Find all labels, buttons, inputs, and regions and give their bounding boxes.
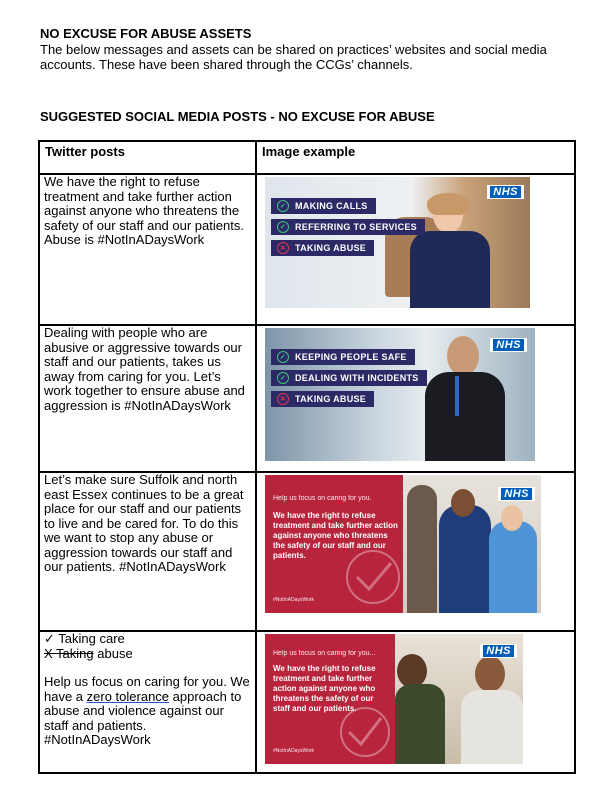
tag-keeping-safe: ✓ KEEPING PEOPLE SAFE [271, 349, 415, 365]
message-box [265, 475, 403, 613]
nhs-logo: NHS [487, 185, 524, 199]
nhs-logo: NHS [490, 338, 527, 352]
post-text-cell [39, 631, 256, 773]
post-text: Dealing with people who are abusive or aggressive towards our staff and our patients, takes us away from caring for you. Let’s work together to ensure abuse and aggression is #NotInADaysWork [44, 325, 245, 413]
tag-taking-abuse: ✕ TAKING ABUSE [271, 240, 374, 256]
message-text: We have the right to refuse treatment and take further action against anyone who threatens the safety of our staff and our patients. [273, 664, 376, 713]
section-heading: SUGGESTED SOCIAL MEDIA POSTS - NO EXCUSE FOR ABUSE [40, 109, 435, 124]
image-cell [256, 174, 575, 325]
post-text-cell [39, 472, 256, 631]
cross-icon: ✕ [277, 393, 289, 405]
tag-taking-abuse: ✕ TAKING ABUSE [271, 391, 374, 407]
post-text-cell [39, 174, 256, 325]
image-example-3 [265, 475, 541, 613]
image-example-1 [265, 177, 530, 308]
check-icon: ✓ [277, 200, 289, 212]
check-icon: ✓ [277, 221, 289, 233]
cross-icon: ✕ [277, 242, 289, 254]
table-row [39, 174, 575, 325]
image-example-2 [265, 328, 535, 461]
image-cell [256, 472, 575, 631]
focus-caption: Help us focus on caring for you. [273, 495, 372, 502]
check-icon: ✓ [277, 351, 289, 363]
tag-referring: ✓ REFERRING TO SERVICES [271, 219, 425, 235]
post-text-cell [39, 325, 256, 472]
image-cell [256, 325, 575, 472]
hashtag-caption: #NotInADaysWork [273, 597, 315, 603]
table-row [39, 472, 575, 631]
zero-tolerance-link: zero tolerance [86, 688, 170, 704]
nhs-logo: NHS [498, 487, 535, 501]
table-header-row [39, 141, 575, 174]
post-text: Let’s make sure Suffolk and north east Essex continues to be a great place for our staff and our patients to live and be cared for. To do this we want to stop any abuse or aggression towards our staff and our patients. #NotInADaysWork [44, 472, 244, 574]
image-cell [256, 631, 575, 773]
struck-text: X Taking [44, 645, 94, 661]
check-mark-icon [337, 704, 393, 760]
security-figure [425, 336, 505, 461]
table-row [39, 631, 575, 773]
document-title: NO EXCUSE FOR ABUSE ASSETS [40, 26, 252, 41]
intro-paragraph: The below messages and assets can be shared on practices’ websites and social media accounts. These have been shared through the CCGs’ channels. [40, 42, 547, 72]
tag-making-calls: ✓ MAKING CALLS [271, 198, 376, 214]
header-image-example: Image example [256, 141, 575, 174]
image-example-4 [265, 634, 523, 764]
check-mark-icon [343, 547, 403, 607]
line-taking-care: ✓ Taking care [44, 631, 125, 646]
post-text: We have the right to refuse treatment and take further action against anyone who threatens the safety of our staff and our patients. Abuse is #NotInADaysWork [44, 174, 244, 247]
message-text: We have the right to refuse treatment and take further action against anyone who threatens the safety of our staff and our patients. [273, 511, 398, 560]
header-twitter-posts: Twitter posts [39, 141, 256, 174]
posts-table [38, 140, 576, 774]
check-icon: ✓ [277, 372, 289, 384]
focus-caption: Help us focus on caring for you... [273, 650, 376, 657]
hashtag-caption: #NotInADaysWork [273, 748, 315, 754]
zero-tolerance-paragraph: Help us focus on caring for you. We have a zero tolerance approach to abuse and violence against our staff and patients. #NotInADaysWork [44, 674, 250, 747]
tag-dealing-incidents: ✓ DEALING WITH INCIDENTS [271, 370, 427, 386]
nurse-figure [405, 197, 495, 308]
message-box [265, 634, 395, 764]
line-taking-abuse: X Taking abuse [44, 645, 133, 661]
nhs-logo: NHS [480, 644, 517, 658]
table-row [39, 325, 575, 472]
